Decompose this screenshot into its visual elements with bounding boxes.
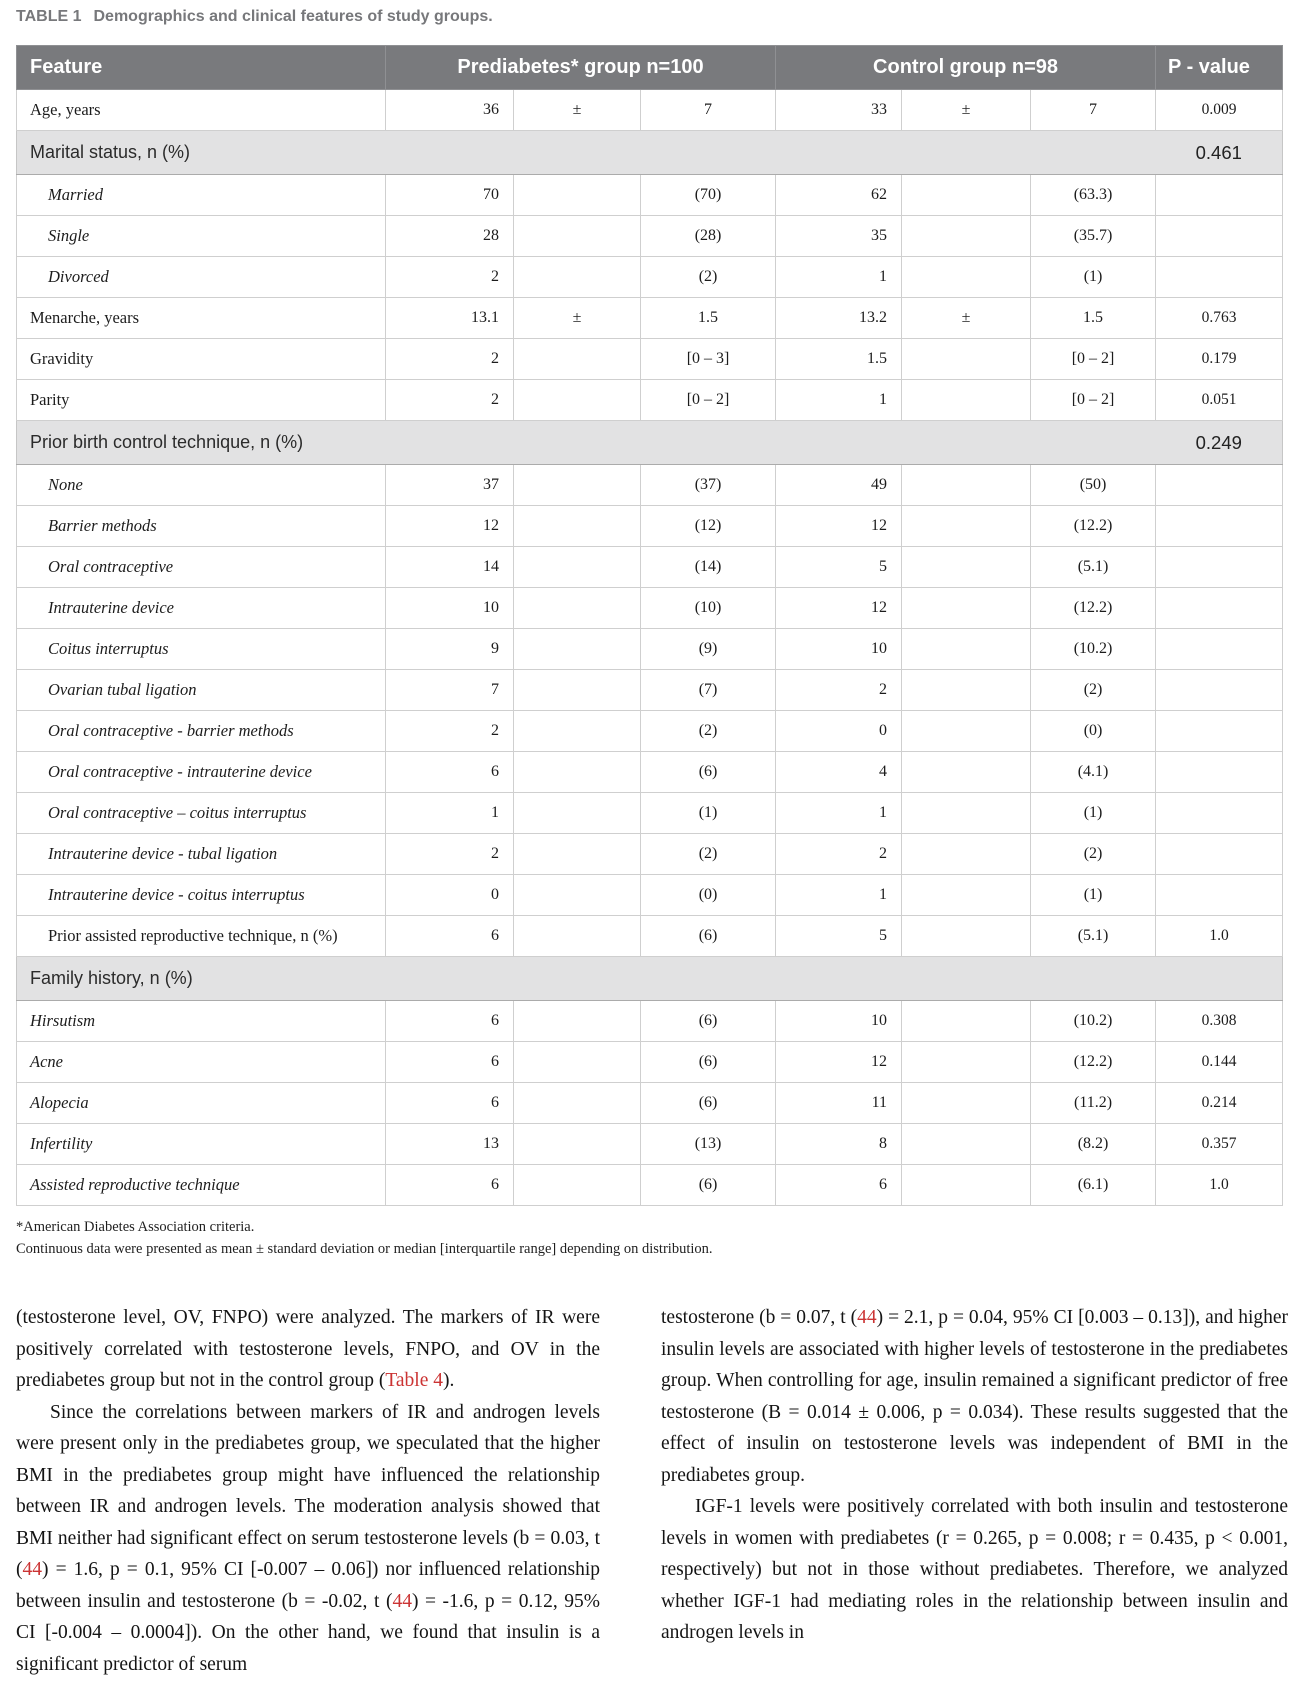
feature-label: Barrier methods [17,506,386,547]
text-segment: ) = -1.6, p = 0.12, 95% CI [-0.004 – 0.0004]). On the other hand, we found that insulin is a significant predictor of serum [16,1590,600,1675]
table-caption [16,6,1282,28]
p-value-cell [1156,875,1283,916]
text-segment: (testosterone level, OV, FNPO) were analyzed. The markers of IR were positively correlated with testosterone levels, FNPO, and OV in the prediabetes group but not in the control group ( [16,1307,600,1391]
plus-minus-cell [902,1001,1031,1042]
section-p-value: 0.249 [1156,421,1283,465]
paren-cell: (1) [1031,257,1156,298]
plus-minus-cell [902,834,1031,875]
feature-label: Menarche, years [17,298,386,339]
p-value-cell [1156,670,1283,711]
p-value-cell [1156,257,1283,298]
plus-minus-cell [902,752,1031,793]
value-cell: 2 [776,670,902,711]
value-cell: 6 [386,752,514,793]
plus-minus-cell [514,670,641,711]
paren-cell: (8.2) [1031,1124,1156,1165]
text-segment: IGF-1 levels were positively correlated with both insulin and testosterone levels in women with prediabetes (r = 0.265, p = 0.008; r = 0.435, p < 0.001, respectively) but not in those without prediabetes. Therefore, we analyzed whether IGF-1 had mediating roles in the relationship between insulin and androgen levels in [661,1496,1288,1643]
value-cell: 6 [776,1165,902,1206]
feature-label: Prior assisted reproductive technique, n (%) [17,916,386,957]
footnote-continuous-data: Continuous data were presented as mean ± standard deviation or median [interquartile range] depending on distribution. [16,1241,713,1257]
value-cell: 2 [776,834,902,875]
paren-cell: (0) [1031,711,1156,752]
paren-cell: (6) [641,1165,776,1206]
section-row [17,131,1283,175]
paragraph [661,1302,1288,1491]
paren-cell: (12) [641,506,776,547]
plus-minus-cell [902,465,1031,506]
footnote-ada-criteria: *American Diabetes Association criteria. [16,1219,255,1235]
plus-minus-cell [902,1083,1031,1124]
plus-minus-cell [514,1042,641,1083]
table-footnotes [16,1216,1282,1260]
p-value-cell: 0.214 [1156,1083,1283,1124]
paren-cell: (28) [641,216,776,257]
plus-minus-cell [902,175,1031,216]
value-cell: 6 [386,1083,514,1124]
plus-minus-cell [902,711,1031,752]
p-value-cell [1156,793,1283,834]
feature-label: Single [17,216,386,257]
plus-minus-cell [902,506,1031,547]
paren-cell: (2) [641,711,776,752]
paren-cell: (2) [641,834,776,875]
header-prediabetes-group: Prediabetes* group n=100 [386,46,776,90]
value-cell: 10 [386,588,514,629]
feature-label: Oral contraceptive – coitus interruptus [17,793,386,834]
plus-minus-cell [514,875,641,916]
table-row [17,793,1283,834]
feature-label: Hirsutism [17,1001,386,1042]
table-row [17,752,1283,793]
paren-cell: (2) [1031,670,1156,711]
plus-minus-cell [902,547,1031,588]
plus-minus-cell [902,793,1031,834]
plus-minus-cell [514,588,641,629]
value-cell: 37 [386,465,514,506]
value-cell: 36 [386,90,514,131]
table-row [17,1124,1283,1165]
value-cell: 6 [386,1165,514,1206]
paren-cell: (14) [641,547,776,588]
paren-cell: (5.1) [1031,547,1156,588]
plus-minus-cell [514,465,641,506]
feature-label: Coitus interruptus [17,629,386,670]
paren-cell: (6.1) [1031,1165,1156,1206]
paren-cell: (10) [641,588,776,629]
value-cell: 33 [776,90,902,131]
plus-minus-cell [514,257,641,298]
header-feature: Feature [17,46,386,90]
p-value-cell: 0.144 [1156,1042,1283,1083]
value-cell: 10 [776,629,902,670]
p-value-cell [1156,216,1283,257]
paragraph [16,1397,600,1681]
demographics-table [16,45,1283,1206]
plus-minus-cell [514,175,641,216]
value-cell: 9 [386,629,514,670]
p-value-cell: 0.009 [1156,90,1283,131]
value-cell: 35 [776,216,902,257]
value-cell: 13 [386,1124,514,1165]
value-cell: 2 [386,339,514,380]
text-segment: ) = 1.6, p = 0.1, 95% CI [-0.007 – 0.06]) nor influenced relationship between insulin and testosterone (b = -0.02, t ( [16,1559,600,1612]
paren-cell: (35.7) [1031,216,1156,257]
p-value-cell [1156,834,1283,875]
paren-cell: [0 – 2] [1031,339,1156,380]
section-label: Marital status, n (%) [17,131,1156,175]
paren-cell: (10.2) [1031,1001,1156,1042]
table-row [17,588,1283,629]
text-segment: ). [443,1370,455,1391]
citation-link[interactable]: 44 [22,1559,42,1580]
paren-cell: (50) [1031,465,1156,506]
plus-minus-cell [514,916,641,957]
table-caption-text: Demographics and clinical features of study groups. [93,8,493,25]
plus-minus-cell [514,1001,641,1042]
paren-cell: [0 – 2] [641,380,776,421]
paren-cell: (1) [641,793,776,834]
paren-cell: (6) [641,916,776,957]
plus-minus-cell [514,629,641,670]
feature-label: None [17,465,386,506]
plus-minus-cell [514,547,641,588]
plus-minus-cell [514,793,641,834]
plus-minus-cell [902,1124,1031,1165]
paren-cell: (2) [1031,834,1156,875]
paren-cell: (12.2) [1031,1042,1156,1083]
table-row [17,216,1283,257]
table-row [17,916,1283,957]
paren-cell: [0 – 3] [641,339,776,380]
paren-cell: (37) [641,465,776,506]
table-row [17,90,1283,131]
feature-label: Age, years [17,90,386,131]
paren-cell: (5.1) [1031,916,1156,957]
feature-label: Ovarian tubal ligation [17,670,386,711]
header-control-group: Control group n=98 [776,46,1156,90]
value-cell: 6 [386,1001,514,1042]
body-column-left [16,1302,600,1680]
table-row [17,506,1283,547]
table-row [17,380,1283,421]
p-value-cell: 0.179 [1156,339,1283,380]
paren-cell: (13) [641,1124,776,1165]
section-row [17,421,1283,465]
table-row [17,1083,1283,1124]
plus-minus-cell [514,711,641,752]
value-cell: 2 [386,711,514,752]
value-cell: 10 [776,1001,902,1042]
table-row [17,465,1283,506]
value-cell: 13.2 [776,298,902,339]
paren-cell: (12.2) [1031,588,1156,629]
table-row [17,834,1283,875]
plus-minus-cell [902,216,1031,257]
value-cell: 12 [776,506,902,547]
value-cell: 6 [386,916,514,957]
value-cell: 4 [776,752,902,793]
feature-label: Parity [17,380,386,421]
table-row [17,298,1283,339]
paren-cell: (6) [641,1083,776,1124]
table-row [17,175,1283,216]
header-p-value: P - value [1156,46,1283,90]
paren-cell: 7 [641,90,776,131]
p-value-cell [1156,175,1283,216]
plus-minus-cell [902,588,1031,629]
plus-minus-cell [514,1124,641,1165]
value-cell: 1.5 [776,339,902,380]
value-cell: 12 [776,1042,902,1083]
feature-label: Intrauterine device - tubal ligation [17,834,386,875]
section-p-value: 0.461 [1156,131,1283,175]
feature-label: Oral contraceptive - intrauterine device [17,752,386,793]
paren-cell: (6) [641,1042,776,1083]
body-column-right [661,1302,1288,1680]
plus-minus-cell: ± [902,90,1031,131]
paren-cell: 7 [1031,90,1156,131]
paren-cell: (70) [641,175,776,216]
plus-minus-cell [514,506,641,547]
paren-cell: (4.1) [1031,752,1156,793]
paren-cell: (10.2) [1031,629,1156,670]
plus-minus-cell [514,380,641,421]
text-segment: ) = 2.1, p = 0.04, 95% CI [0.003 – 0.13]), and higher insulin levels are associated with higher levels of testosterone in the prediabetes group. When controlling for age, insulin remained a significant predictor of free testosterone (B = 0.014 ± 0.006, p = 0.034). These results suggested that the effect of insulin on testosterone levels was independent of BMI in the prediabetes group. [661,1307,1289,1486]
value-cell: 12 [776,588,902,629]
paren-cell: 1.5 [641,298,776,339]
paragraph [16,1302,600,1397]
plus-minus-cell [902,629,1031,670]
citation-link[interactable]: Table 4 [385,1370,443,1391]
paren-cell: (9) [641,629,776,670]
section-label: Prior birth control technique, n (%) [17,421,1156,465]
paren-cell: 1.5 [1031,298,1156,339]
paragraph [661,1491,1288,1649]
value-cell: 2 [386,380,514,421]
p-value-cell [1156,752,1283,793]
value-cell: 62 [776,175,902,216]
paren-cell: (7) [641,670,776,711]
value-cell: 14 [386,547,514,588]
table-row [17,547,1283,588]
paren-cell: (1) [1031,875,1156,916]
text-segment: Since the correlations between markers of IR and androgen levels were present only in the prediabetes group, we speculated that the higher BMI in the prediabetes group might have influenced the relationship between IR and androgen levels. The moderation analysis showed that BMI neither had significant effect on serum testosterone levels (b = 0.03, t ( [16,1401,600,1580]
plus-minus-cell: ± [514,90,641,131]
table-row [17,1001,1283,1042]
plus-minus-cell [902,257,1031,298]
p-value-cell [1156,547,1283,588]
p-value-cell [1156,588,1283,629]
feature-label: Intrauterine device - coitus interruptus [17,875,386,916]
table-row [17,875,1283,916]
p-value-cell: 0.051 [1156,380,1283,421]
value-cell: 2 [386,834,514,875]
text-segment: testosterone (b = 0.07, t ( [661,1307,858,1328]
p-value-cell: 1.0 [1156,916,1283,957]
table-header-row [17,46,1283,90]
table-row [17,1042,1283,1083]
citation-link[interactable]: 44 [857,1307,877,1328]
plus-minus-cell [514,1165,641,1206]
table-row [17,670,1283,711]
value-cell: 28 [386,216,514,257]
p-value-cell [1156,711,1283,752]
plus-minus-cell [514,339,641,380]
value-cell: 49 [776,465,902,506]
feature-label: Assisted reproductive technique [17,1165,386,1206]
value-cell: 8 [776,1124,902,1165]
plus-minus-cell: ± [514,298,641,339]
p-value-cell: 0.357 [1156,1124,1283,1165]
feature-label: Infertility [17,1124,386,1165]
plus-minus-cell [902,339,1031,380]
article-body [16,1302,1289,1680]
feature-label: Acne [17,1042,386,1083]
value-cell: 0 [386,875,514,916]
value-cell: 1 [776,257,902,298]
plus-minus-cell [902,875,1031,916]
value-cell: 1 [386,793,514,834]
plus-minus-cell [514,1083,641,1124]
value-cell: 1 [776,380,902,421]
feature-label: Intrauterine device [17,588,386,629]
value-cell: 1 [776,875,902,916]
plus-minus-cell [514,834,641,875]
paren-cell: (1) [1031,793,1156,834]
value-cell: 13.1 [386,298,514,339]
value-cell: 11 [776,1083,902,1124]
plus-minus-cell [514,752,641,793]
p-value-cell: 0.763 [1156,298,1283,339]
feature-label: Oral contraceptive [17,547,386,588]
table-caption-label: TABLE 1 [16,8,82,25]
feature-label: Divorced [17,257,386,298]
value-cell: 70 [386,175,514,216]
feature-label: Alopecia [17,1083,386,1124]
table-row [17,257,1283,298]
plus-minus-cell [514,216,641,257]
table-row [17,711,1283,752]
plus-minus-cell [902,670,1031,711]
section-label: Family history, n (%) [17,957,1156,1001]
p-value-cell [1156,465,1283,506]
plus-minus-cell [902,380,1031,421]
paren-cell: (63.3) [1031,175,1156,216]
paren-cell: (12.2) [1031,506,1156,547]
paren-cell: (11.2) [1031,1083,1156,1124]
table-row [17,1165,1283,1206]
paren-cell: (2) [641,257,776,298]
paren-cell: (0) [641,875,776,916]
value-cell: 12 [386,506,514,547]
paren-cell: (6) [641,1001,776,1042]
value-cell: 5 [776,916,902,957]
feature-label: Married [17,175,386,216]
section-row [17,957,1283,1001]
paren-cell: (6) [641,752,776,793]
value-cell: 5 [776,547,902,588]
value-cell: 6 [386,1042,514,1083]
p-value-cell: 0.308 [1156,1001,1283,1042]
value-cell: 0 [776,711,902,752]
plus-minus-cell [902,1042,1031,1083]
citation-link[interactable]: 44 [392,1590,412,1612]
section-p-value [1156,957,1283,1001]
value-cell: 1 [776,793,902,834]
value-cell: 2 [386,257,514,298]
table-row [17,339,1283,380]
table-row [17,629,1283,670]
plus-minus-cell [902,916,1031,957]
plus-minus-cell [902,1165,1031,1206]
p-value-cell [1156,506,1283,547]
p-value-cell [1156,629,1283,670]
feature-label: Oral contraceptive - barrier methods [17,711,386,752]
value-cell: 7 [386,670,514,711]
plus-minus-cell: ± [902,298,1031,339]
feature-label: Gravidity [17,339,386,380]
paren-cell: [0 – 2] [1031,380,1156,421]
p-value-cell: 1.0 [1156,1165,1283,1206]
